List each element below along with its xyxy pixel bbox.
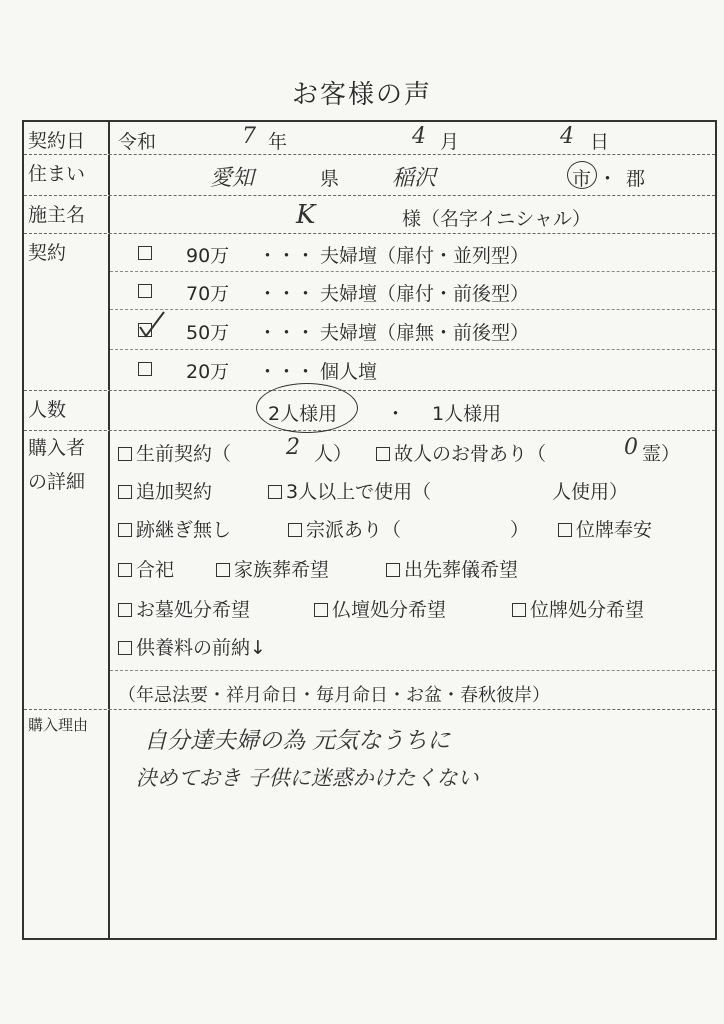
row-people [24,391,715,431]
purchaser-divider [110,670,715,671]
pre-contract-end: 人） [314,443,353,465]
item-no-successor: 跡継ぎ無し [118,515,231,542]
checkbox-20[interactable] [138,362,152,376]
row-residence [24,155,715,196]
contract-option [110,272,715,310]
item-joint-burial: 合祀 [118,555,174,582]
memorial-list: （年忌法要・祥月命日・毎月命日・お盆・春秋彼岸） [118,685,550,706]
owner-initial: K [296,200,316,230]
item-butsudan-disposal: 仏壇処分希望 [314,595,446,622]
date-day-value: 4 [560,124,574,149]
residence-city-unit: 市 [572,168,592,190]
item-sect: 宗派あり（ [288,515,401,542]
option-dots: ・・・ [258,283,316,305]
sect-end: ） [510,519,530,541]
customer-voice-form [22,120,717,940]
option-price: 90万 [186,245,230,267]
row-reason [24,710,715,938]
remains-count: 0 [624,435,638,460]
label-owner-name: 施主名 [24,196,110,233]
reason-line-2: 決めておき 子供に迷惑かけたくない [136,766,479,790]
label-purchaser-line1: 購入者 [28,437,86,459]
checkmark-icon [134,310,168,340]
item-outside-funeral: 出先葬儀希望 [386,555,518,582]
residence-gun: 郡 [626,168,646,190]
pre-contract-count: 2 [286,435,300,460]
date-month-unit: 月 [440,131,460,153]
label-reason: 購入理由 [24,710,110,938]
owner-suffix: 様（名字イニシャル） [402,208,591,230]
date-month-value: 4 [412,124,426,149]
contract-option [110,310,715,350]
item-family-funeral: 家族葬希望 [216,555,329,582]
item-ihai-enshrine: 位牌奉安 [558,515,652,542]
contract-option [110,234,715,272]
people-option-2: 2人様用 [268,403,338,425]
date-year-unit: 年 [268,131,288,153]
residence-city: 稲沢 [392,166,437,191]
three-plus-end: 人使用） [552,481,629,503]
option-desc: 個人壇 [320,361,378,383]
label-residence: 住まい [24,155,110,195]
label-purchaser-line2: の詳細 [28,471,86,493]
label-contract: 契約 [24,234,110,390]
option-dots: ・・・ [258,245,316,267]
residence-pref-unit: 県 [320,168,340,190]
option-price: 50万 [186,322,230,344]
item-prepayment: 供養料の前納↓ [118,633,266,660]
date-era: 令和 [118,131,157,153]
row-owner-name [24,196,715,234]
option-price: 20万 [186,361,230,383]
row-contract-date [24,122,715,155]
label-purchaser [24,431,110,709]
people-separator: ・ [386,403,406,425]
option-dots: ・・・ [258,361,316,383]
item-additional-contract: 追加契約 [118,477,212,504]
page-title: お客様の声 [291,80,432,110]
option-desc: 夫婦壇（扉付・前後型） [320,283,530,305]
option-desc: 夫婦壇（扉付・並列型） [320,245,530,267]
option-dots: ・・・ [258,322,316,344]
people-option-1: 1人様用 [432,403,502,425]
contract-option [110,350,715,391]
option-price: 70万 [186,283,230,305]
row-purchaser-details [24,431,715,710]
item-pre-contract: 生前契約（ [118,439,231,466]
item-ihai-disposal: 位牌処分希望 [512,595,644,622]
residence-prefecture: 愛知 [210,166,255,191]
date-year-value: 7 [242,124,256,149]
city-selected-circle [567,161,597,189]
residence-separator: ・ [598,168,618,190]
checkbox-90[interactable] [138,246,152,260]
item-remains: 故人のお骨あり（ [376,439,546,466]
date-day-unit: 日 [590,131,610,153]
option-desc: 夫婦壇（扉無・前後型） [320,322,530,344]
label-people: 人数 [24,391,110,430]
item-three-plus: 3人以上で使用（ [268,477,431,504]
item-grave-disposal: お墓処分希望 [118,595,250,622]
checkbox-70[interactable] [138,284,152,298]
label-contract-date: 契約日 [24,122,110,154]
reason-line-1: 自分達夫婦の為 元気なうちに [144,728,451,754]
remains-end: 霊） [642,443,681,465]
row-contract [24,234,715,391]
